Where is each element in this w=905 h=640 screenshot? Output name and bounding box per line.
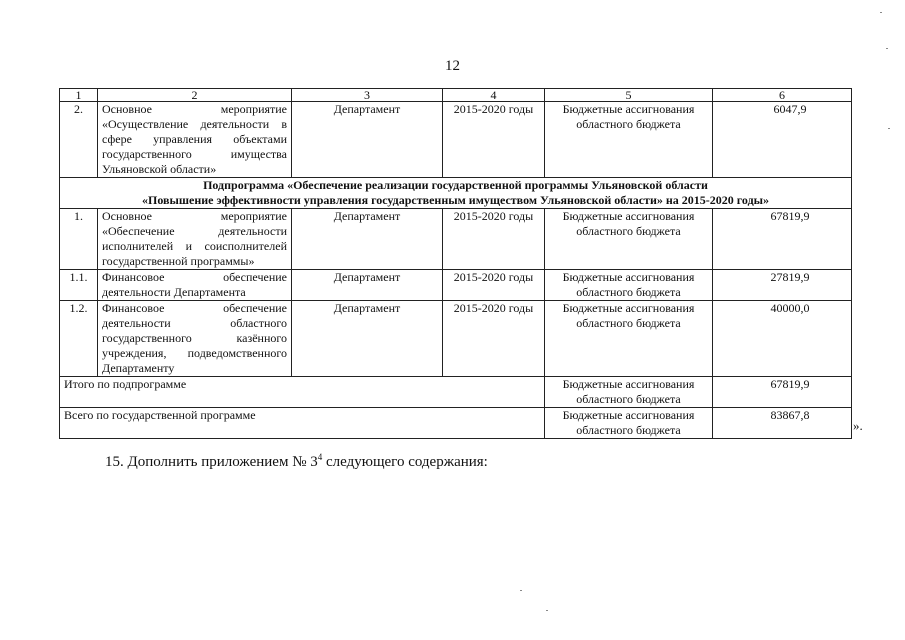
- page-number: 12: [445, 58, 460, 74]
- activity-name: Финансовое обеспечение деятельности Департамента: [98, 270, 292, 301]
- period: 2015-2020 годы: [443, 209, 545, 270]
- scan-speck: [546, 610, 548, 611]
- period: 2015-2020 годы: [443, 102, 545, 178]
- executor: Департамент: [292, 102, 443, 178]
- header-cell: 5: [545, 89, 713, 102]
- table-row: [60, 209, 852, 270]
- subprogram-title-line2: «Повышение эффективности управления государственным имуществом Ульяновской области» на 2015-2020 годы»: [141, 193, 770, 207]
- subprogram-title-row: [60, 178, 852, 209]
- table-row: [60, 102, 852, 178]
- paragraph-text: 15. Дополнить приложением № 3: [105, 454, 318, 470]
- amount: 83867,8: [713, 408, 852, 439]
- subtotal-row: [60, 377, 852, 408]
- amount: 40000,0: [713, 301, 852, 377]
- header-cell: 6: [713, 89, 852, 102]
- header-cell: 4: [443, 89, 545, 102]
- funding-source: Бюджетные ассигнования областного бюджета: [545, 209, 713, 270]
- subprogram-title-line1: Подпрограмма «Обеспечение реализации государственной программы Ульяновской области: [203, 178, 708, 192]
- amount: 6047,9: [713, 102, 852, 178]
- funding-source: Бюджетные ассигнования областного бюджета: [545, 377, 713, 408]
- activity-name: Финансовое обеспечение деятельности областного государственного казённого учреждения, подведомственного Департаменту: [98, 301, 292, 377]
- row-number: 2.: [60, 102, 98, 178]
- activity-name: Основное мероприятие «Осуществление деятельности в сфере управления объектами государственного имущества Ульяновской области»: [98, 102, 292, 178]
- funding-source: Бюджетные ассигнования областного бюджета: [545, 270, 713, 301]
- subprogram-title: [60, 178, 852, 209]
- table-row: [60, 270, 852, 301]
- amount: 67819,9: [713, 377, 852, 408]
- amount: 27819,9: [713, 270, 852, 301]
- scan-speck: [880, 12, 882, 13]
- table-header-row: [60, 89, 852, 102]
- row-number: 1.1.: [60, 270, 98, 301]
- amount: 67819,9: [713, 209, 852, 270]
- table-row: [60, 301, 852, 377]
- paragraph-15: [105, 452, 488, 471]
- scan-speck: [888, 128, 890, 129]
- total-row: [60, 408, 852, 439]
- program-table: [59, 88, 852, 439]
- executor: Департамент: [292, 301, 443, 377]
- executor: Департамент: [292, 209, 443, 270]
- period: 2015-2020 годы: [443, 301, 545, 377]
- total-label: Всего по государственной программе: [60, 408, 545, 439]
- funding-source: Бюджетные ассигнования областного бюджета: [545, 102, 713, 178]
- activity-name: Основное мероприятие «Обеспечение деятельности исполнителей и соисполнителей государственной программы»: [98, 209, 292, 270]
- paragraph-superscript: 4: [317, 452, 323, 462]
- funding-source: Бюджетные ассигнования областного бюджета: [545, 408, 713, 439]
- subtotal-label: Итого по подпрограмме: [60, 377, 545, 408]
- closing-quote: ».: [853, 418, 863, 433]
- header-cell: 3: [292, 89, 443, 102]
- scan-speck: [886, 48, 888, 49]
- scan-speck: [520, 590, 522, 591]
- period: 2015-2020 годы: [443, 270, 545, 301]
- row-number: 1.: [60, 209, 98, 270]
- funding-source: Бюджетные ассигнования областного бюджета: [545, 301, 713, 377]
- header-cell: 1: [60, 89, 98, 102]
- row-number: 1.2.: [60, 301, 98, 377]
- paragraph-text-end: следующего содержания:: [322, 454, 488, 470]
- executor: Департамент: [292, 270, 443, 301]
- header-cell: 2: [98, 89, 292, 102]
